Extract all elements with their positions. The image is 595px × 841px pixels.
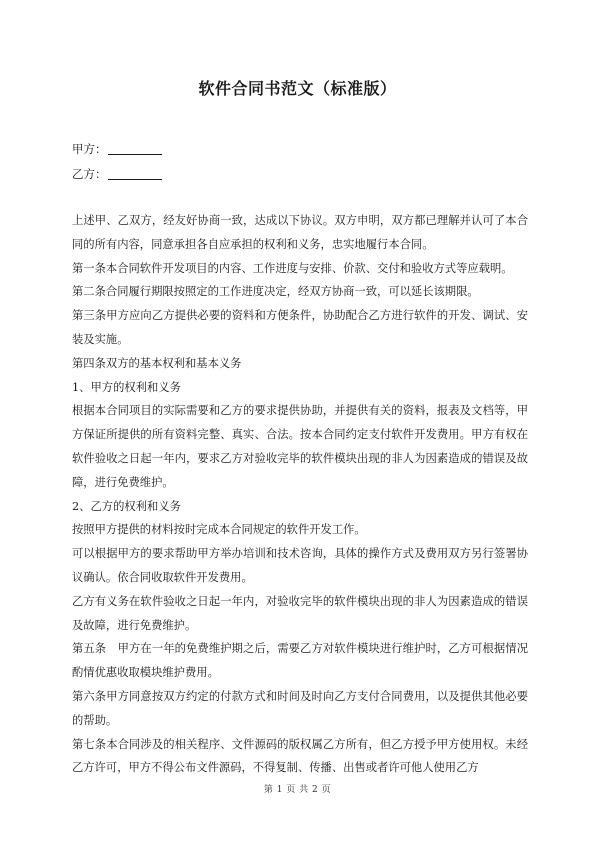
clause-2: 第二条合同履行期限按照定的工作进度决定，经双方协商一致，可以延长该期限。 — [72, 285, 479, 299]
party-b-maintenance-paragraph: 乙方有义务在软件验收之日起一年内，对验收完毕的软件模块出现的非人为因素造成的错误及故障，进行免费维护。 — [72, 594, 528, 632]
party-b-training-paragraph: 可以根据甲方的要求帮助甲方举办培训和技术咨询，具体的操作方式及费用双方另行签署协议确认。依合同收取软件开发费用。 — [72, 547, 528, 584]
document-title: 软件合同书范文（标准版） — [198, 79, 397, 98]
party-b-line — [72, 166, 162, 182]
party-a-blank — [108, 142, 162, 155]
clause-7: 第七条本合同涉及的相关程序、文件源码的版权属乙方所有，但乙方授予甲方使用权。未经乙方许可，甲方不得公布文件源码，不得复制、传播、出售或者许可他人使用乙方 — [72, 737, 528, 775]
clause-1: 第一条本合同软件开发项目的内容、工作进度与安排、价款、交付和验收方式等应载明。 — [72, 261, 513, 275]
party-b-duty-paragraph: 按照甲方提供的材料按时完成本合同规定的软件开发工作。 — [72, 523, 366, 537]
contract-body — [72, 209, 528, 780]
clause-6: 第六条甲方同意按双方约定的付款方式和时间及时向乙方支付合同费用，以及提供其他必要的帮助。 — [72, 689, 528, 727]
party-a-rights-paragraph: 根据本合同项目的实际需要和乙方的要求提供协助，并提供有关的资料，报表及文档等，甲方保证所提供的所有资料完整、真实、合法。按本合同约定支付软件开发费用。甲方有权在软件验收之日起一年内，要求乙方对验收完毕的软件模块出现的非人为因素造成的错误及故障，进行免费维护。 — [72, 404, 528, 489]
intro-paragraph: 上述甲、乙双方，经友好协商一致，达成以下协议。双方申明，双方都已理解并认可了本合同的所有内容，同意承担各自应承担的权利和义务，忠实地履行本合同。 — [72, 214, 528, 251]
clause-3: 第三条甲方应向乙方提供必要的资料和方便条件，协助配合乙方进行软件的开发、调试、安装及实施。 — [72, 309, 528, 346]
party-a-line — [72, 141, 162, 157]
party-a-rights-heading: 1、甲方的权利和义务 — [72, 380, 181, 394]
party-b-rights-heading: 2、乙方的权利和义务 — [72, 499, 181, 513]
party-b-blank — [108, 167, 162, 180]
page-footer: 第 1 页 共 2 页 — [263, 785, 332, 795]
clause-5: 第五条 甲方在一年的免费维护期之后，需要乙方对软件模块进行维护时，乙方可根据情况酌情优惠收取模块维护费用。 — [72, 642, 528, 680]
clause-4-heading: 第四条双方的基本权利和基本义务 — [72, 356, 242, 370]
party-a-label: 甲方： — [72, 142, 107, 156]
party-b-label: 乙方： — [72, 167, 107, 181]
